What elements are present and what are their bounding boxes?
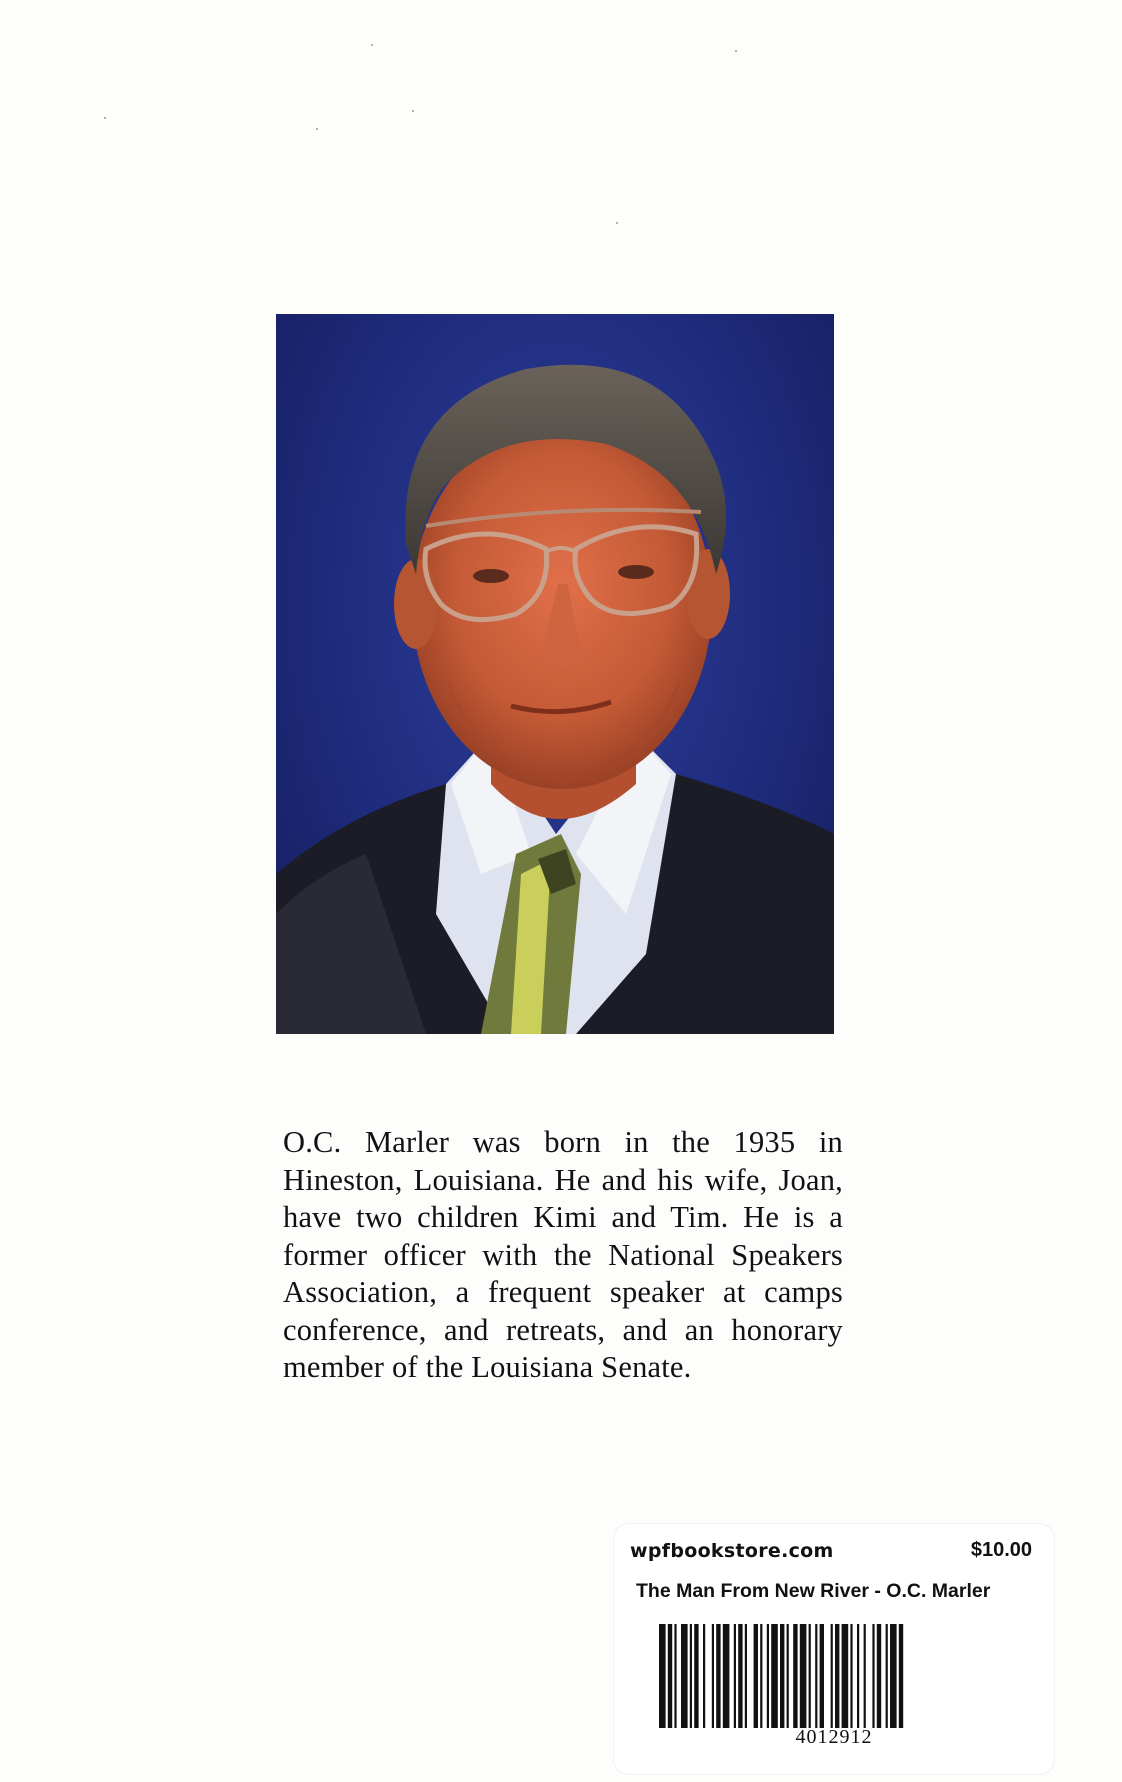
barcode-bar — [734, 1624, 736, 1728]
barcode-number: 4012912 — [795, 1726, 873, 1748]
barcode-bar — [809, 1624, 811, 1728]
book-title-author: The Man From New River - O.C. Marler — [636, 1580, 991, 1602]
barcode-bar — [760, 1624, 762, 1728]
barcode-bar — [820, 1624, 824, 1728]
barcode-bar — [899, 1624, 903, 1728]
barcode-bar — [771, 1624, 778, 1728]
barcode-bar — [815, 1624, 817, 1728]
barcode-bar — [767, 1624, 769, 1728]
book-price: $10.00 — [970, 1539, 1032, 1561]
author-portrait — [276, 314, 834, 1034]
barcode-bar — [831, 1624, 833, 1728]
paper-speck — [616, 222, 618, 224]
barcode-bar — [800, 1624, 807, 1728]
barcode-bar — [780, 1624, 784, 1728]
barcode-bar — [877, 1624, 881, 1728]
paper-speck — [316, 128, 318, 130]
paper-speck — [412, 110, 414, 112]
barcode-bar — [886, 1624, 888, 1728]
barcode-bar — [659, 1624, 666, 1728]
paper-speck — [371, 44, 373, 46]
barcode-bar — [681, 1624, 688, 1728]
author-bio-text: O.C. Marler was born in the 1935 in Hineston, Louisiana. He and his wife, Joan, have two children Kimi and Tim. He is a former officer with the National Speakers Association, a frequent speaker at camps conference, and retreats, and an honorary member of the Louisiana Senate. — [283, 1125, 843, 1384]
barcode-bar — [703, 1624, 705, 1728]
barcode-bar — [835, 1624, 839, 1728]
store-website: wpfbookstore.com — [630, 1540, 834, 1562]
barcode — [659, 1624, 1014, 1728]
barcode-bar — [716, 1624, 720, 1728]
barcode-bar — [857, 1624, 859, 1728]
paper-speck — [735, 50, 737, 52]
barcode-bar — [690, 1624, 692, 1728]
barcode-bar — [694, 1624, 698, 1728]
barcode-bar — [723, 1624, 730, 1728]
author-bio — [283, 1124, 843, 1387]
barcode-bar — [890, 1624, 897, 1728]
barcode-bar — [712, 1624, 714, 1728]
barcode-bar — [872, 1624, 874, 1728]
price-sticker — [614, 1524, 1054, 1774]
barcode-bar — [738, 1624, 742, 1728]
barcode-bar — [842, 1624, 849, 1728]
barcode-bar — [787, 1624, 789, 1728]
barcode-bar — [754, 1624, 758, 1728]
barcode-bar — [793, 1624, 797, 1728]
barcode-bar — [674, 1624, 676, 1728]
barcode-bar — [745, 1624, 747, 1728]
barcode-bar — [864, 1624, 866, 1728]
paper-speck — [104, 117, 106, 119]
barcode-bar — [668, 1624, 672, 1728]
barcode-bar — [850, 1624, 852, 1728]
